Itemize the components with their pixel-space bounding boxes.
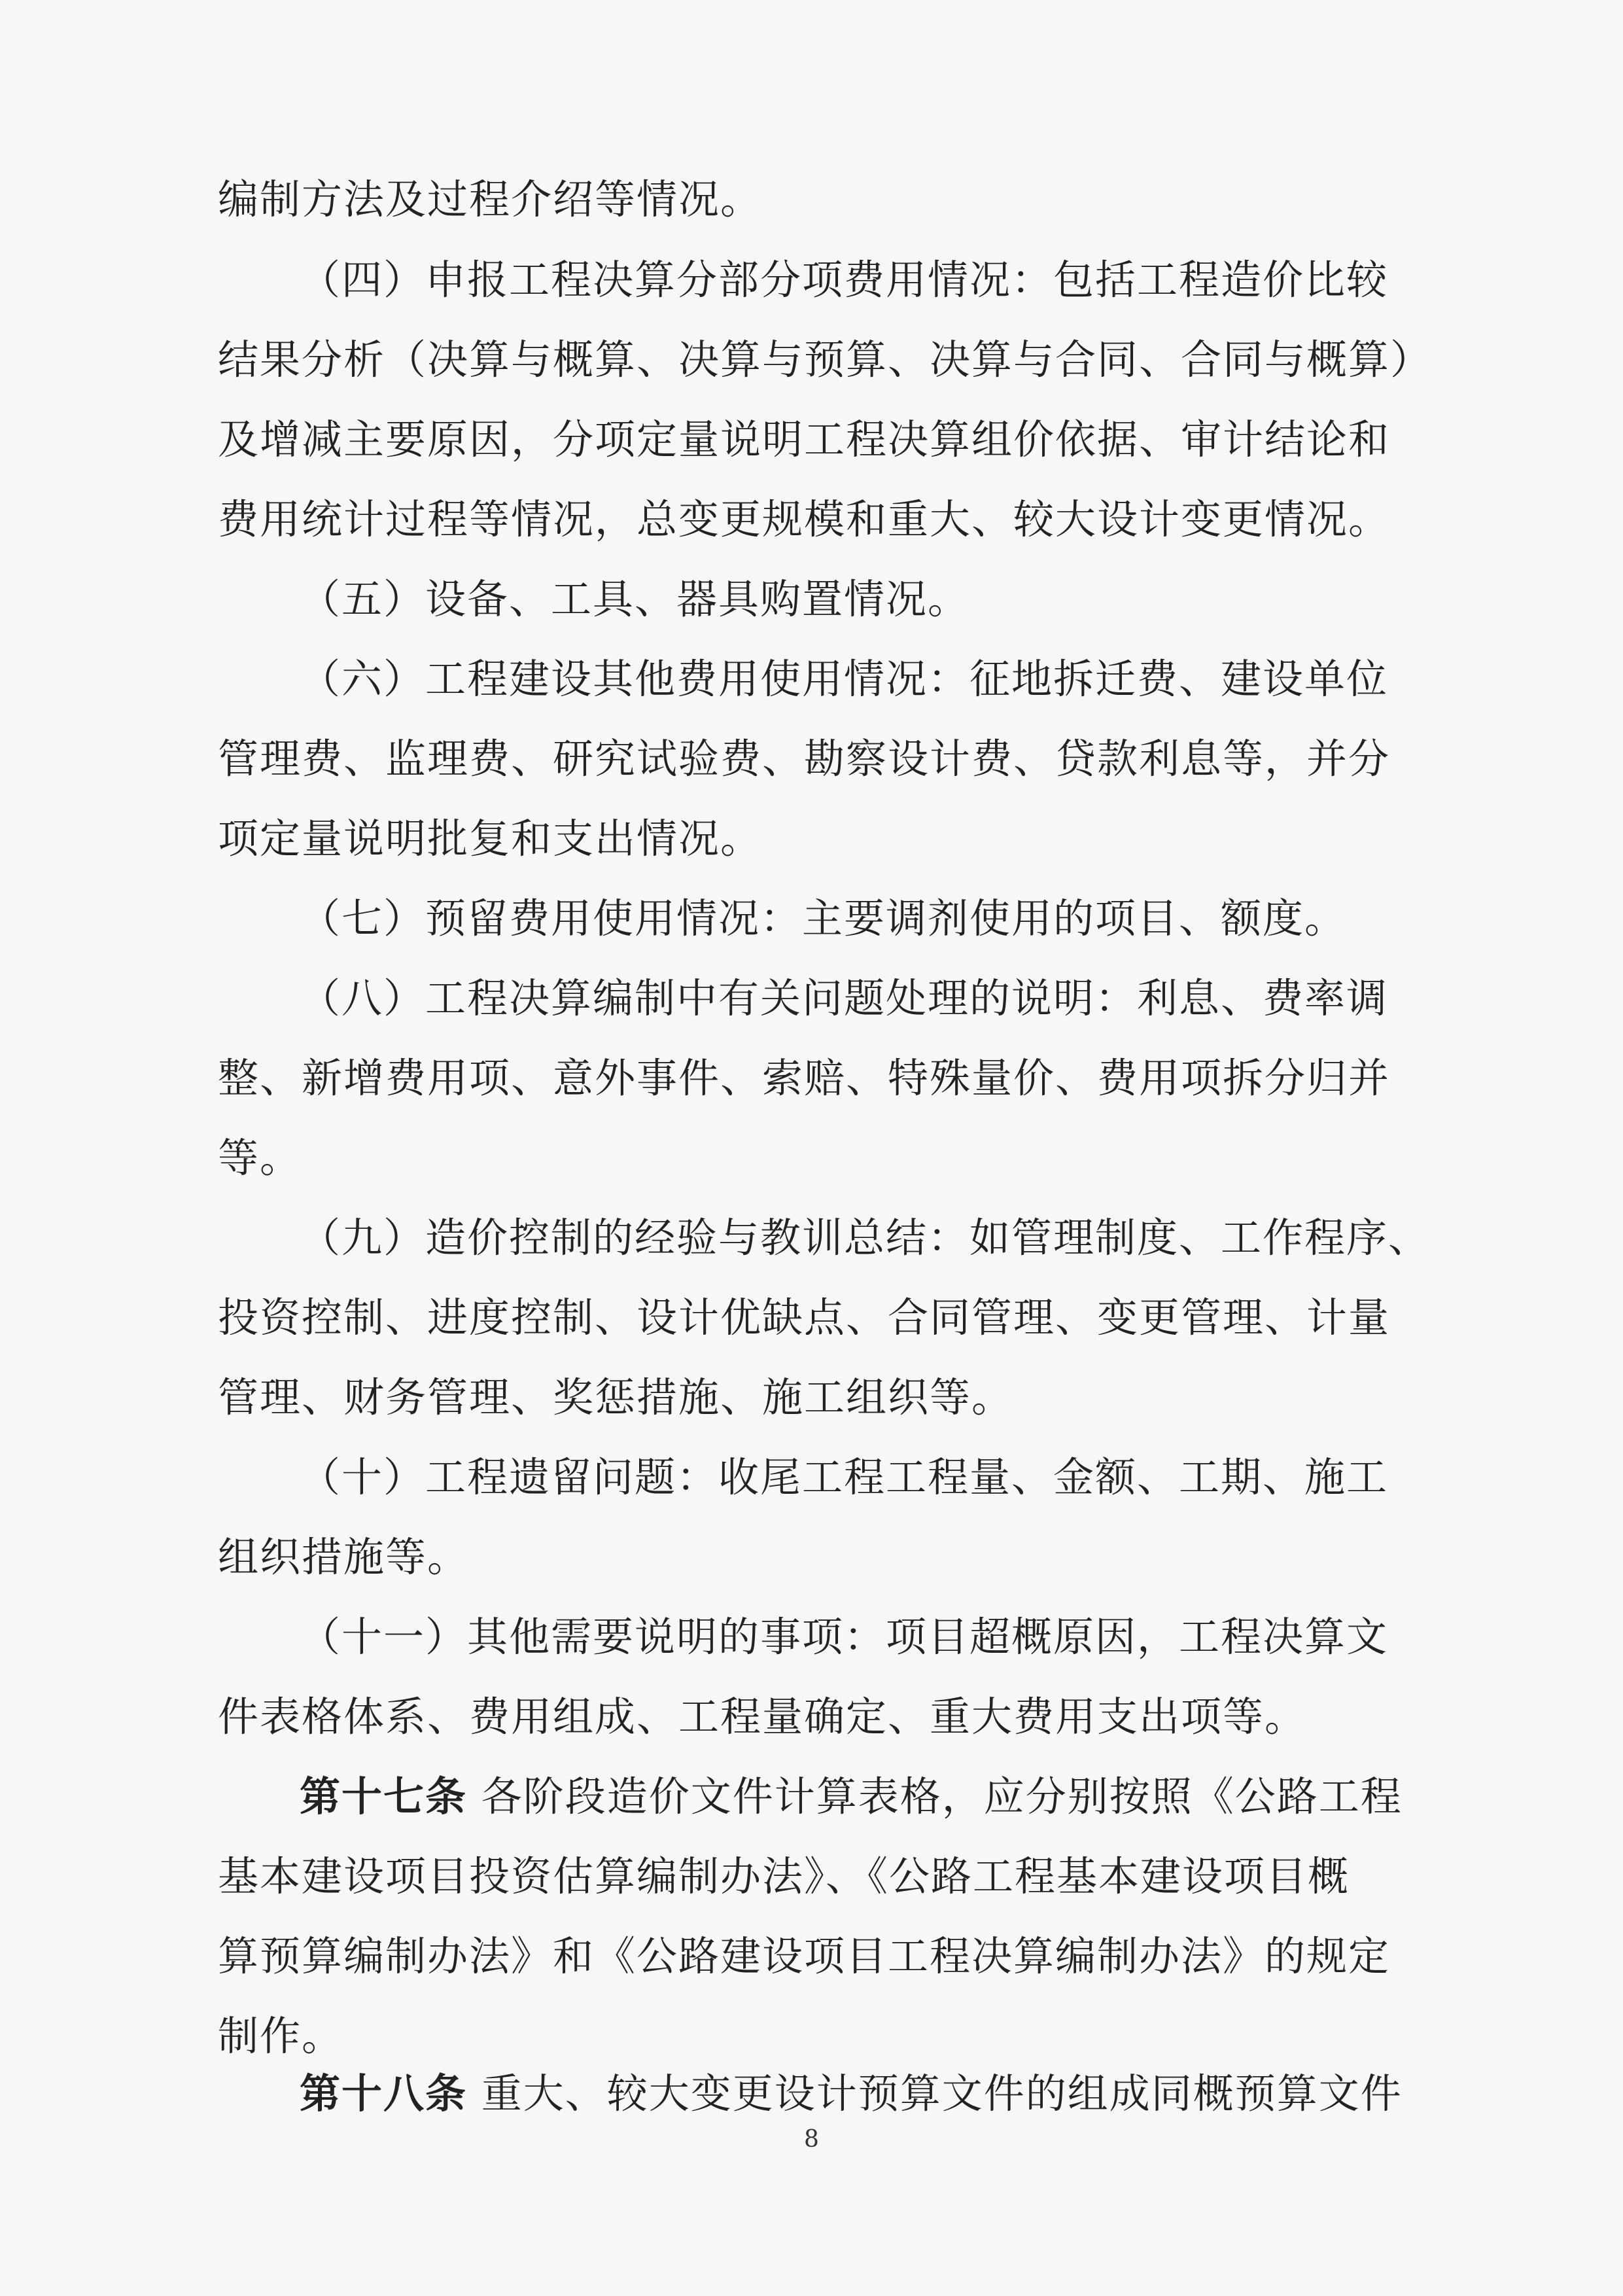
text-line: （六）工程建设其他费用使用情况：征地拆迁费、建设单位	[300, 655, 1389, 703]
text-line: 整、新增费用项、意外事件、索赔、特殊量价、费用项拆分归并	[218, 1054, 1391, 1102]
text-line: 投资控制、进度控制、设计优缺点、合同管理、变更管理、计量	[218, 1294, 1391, 1341]
text-line: （八）工程决算编制中有关问题处理的说明：利息、费率调	[300, 974, 1389, 1022]
article-text: 各阶段造价文件计算表格，应分别按照《公路工程	[481, 1773, 1403, 1820]
text-line: （十一）其他需要说明的事项：项目超概原因，工程决算文	[300, 1613, 1389, 1661]
text-line: （七）预留费用使用情况：主要调剂使用的项目、额度。	[300, 894, 1347, 942]
text-line: （五）设备、工具、器具购置情况。	[300, 575, 970, 623]
text-line: 编制方法及过程介绍等情况。	[218, 175, 763, 223]
text-line: 管理、财务管理、奖惩措施、施工组织等。	[218, 1373, 1014, 1421]
text-line: 结果分析（决算与概算、决算与预算、决算与合同、合同与概算）	[218, 336, 1433, 383]
article-number: 第十八条	[300, 2070, 468, 2117]
text-line: 件表格体系、费用组成、工程量确定、重大费用支出项等。	[218, 1693, 1307, 1740]
text-line: 制作。	[218, 2012, 344, 2060]
text-line: （四）申报工程决算分部分项费用情况：包括工程造价比较	[300, 256, 1389, 304]
text-line: 费用统计过程等情况，总变更规模和重大、较大设计变更情况。	[218, 495, 1391, 543]
article-number: 第十七条	[300, 1773, 468, 1820]
text-line: 基本建设项目投资估算编制办法》、《公路工程基本建设项目概	[218, 1852, 1350, 1900]
article-space	[467, 2070, 481, 2117]
text-line: 算预算编制办法》和《公路建设项目工程决算编制办法》的规定	[218, 1932, 1391, 1980]
article-text: 重大、较大变更设计预算文件的组成同概预算文件	[481, 2070, 1403, 2117]
article-line	[0, 1757, 1623, 1836]
text-line: 组织措施等。	[218, 1533, 470, 1581]
text-line: 项定量说明批复和支出情况。	[218, 815, 763, 862]
text-line: 及增减主要原因，分项定量说明工程决算组价依据、审计结论和	[218, 415, 1391, 463]
text-line: 管理费、监理费、研究试验费、勘察设计费、贷款利息等，并分	[218, 735, 1391, 783]
article-space	[467, 1773, 481, 1820]
text-line: （十）工程遗留问题：收尾工程工程量、金额、工期、施工	[300, 1453, 1389, 1501]
text-line: 等。	[218, 1134, 302, 1182]
text-line: （九）造价控制的经验与教训总结：如管理制度、工作程序、	[300, 1214, 1431, 1262]
page-number: 8	[804, 2126, 819, 2153]
